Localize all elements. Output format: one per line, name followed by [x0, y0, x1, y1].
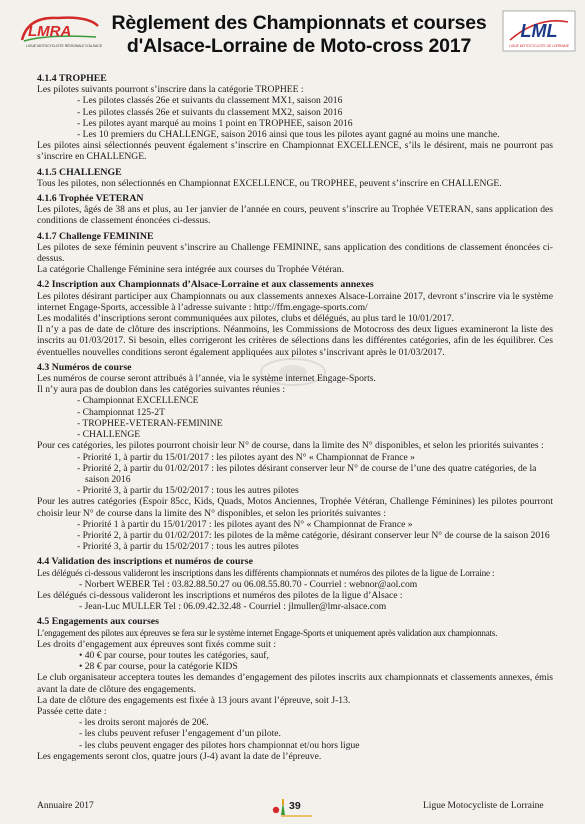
paragraph: Pour ces catégories, les pilotes pourront choisir leur N° de course, dans la limite des N° disponibles, et selon les priorités suivantes :: [37, 440, 544, 452]
section-heading-4-1-6: 4.1.6 Trophée VETERAN: [37, 193, 144, 205]
paragraph: Les modalités d’inscriptions seront communiquées aux pilotes, clubs et délégués, au plus tard le 10/01/2017.: [37, 313, 454, 325]
lml-logo-text: LML: [520, 21, 558, 41]
paragraph: Le club organisateur acceptera toutes les demandes d’engagement des pilotes inscrits aux championnats et classements annexes, émis avant la date de clôture des engagements.: [37, 672, 553, 695]
paragraph: Il n’y aura pas de doublon dans les catégories suivantes réunies :: [37, 384, 286, 396]
list-item: • 40 € par course, pour toutes les catégories, sauf,: [79, 649, 269, 661]
lmra-logo-subtitle: LIGUE MOTOCYCLISTE RÉGIONALE D'ALSACE: [26, 44, 102, 48]
contact-line: - Jean-Luc MULLER Tel : 06.09.42.32.48 - Courriel : jlmuller@lmr-alsace.com: [79, 601, 387, 613]
list-item: - Les pilotes classés 26e et suivants du classement MX2, saison 2016: [77, 106, 343, 118]
fees-list: [37, 650, 553, 672]
list-item: - Les 10 premiers du CHALLENGE, saison 2016 ainsi que tous les pilotes ayant gagné au moins une manche.: [77, 129, 500, 141]
section-heading-4-1-7: 4.1.7 Challenge FEMININE: [37, 230, 154, 242]
contact-lorraine: [37, 579, 553, 590]
priority-list-2: [37, 519, 553, 553]
paragraph: Les pilotes, âgés de 38 ans et plus, au 1er janvier de l’année en cours, peuvent s’inscrire au Trophée VETERAN, sans application des conditions de classement énoncées ci-dessus.: [37, 204, 553, 227]
footer-right: Ligue Motocycliste de Lorraine: [423, 801, 544, 811]
document-body: [37, 73, 553, 762]
paragraph: L’engagement des pilotes aux épreuves se fera sur le système internet Engage-Sports et uniquement après validation aux championnats.: [37, 627, 498, 638]
list-item: - Priorité 2, à partir du 01/02/2017 : les pilotes désirant conserver leur N° de course de l’une des quatre catégories, de la saison 2016: [77, 462, 537, 485]
list-item: - les droits seront majorés de 20€.: [79, 717, 209, 729]
category-list: [37, 395, 553, 440]
title-line-2: d'Alsace-Lorraine de Moto-cross 2017: [126, 35, 472, 57]
page-header: [0, 0, 585, 70]
section-heading-4-5: 4.5 Engagements aux courses: [37, 616, 159, 628]
after-deadline-list: [37, 717, 553, 751]
paragraph: Passée cette date :: [37, 705, 107, 717]
page-number: 39: [289, 800, 301, 812]
list-item: - TROPHEE-VETERAN-FEMININE: [77, 417, 223, 429]
paragraph: Les pilotes ainsi sélectionnés peuvent également s’inscrire en Championnat EXCELLENCE, s’ils le désirent, mais ne pourront pas s’inscrire en CHALLENGE.: [37, 140, 553, 163]
priority-list-1: [37, 452, 553, 497]
lmra-logo-text: LMRA: [28, 23, 72, 40]
paragraph: Tous les pilotes, non sélectionnés en Championnat EXCELLENCE, ou TROPHEE, peuvent s’inscrire en CHALLENGE.: [37, 177, 502, 189]
paragraph: Les pilotes de sexe féminin peuvent s’inscrire au Challenge FEMININE, sans application des conditions de classement énoncées ci-dessus.: [37, 241, 553, 265]
lmra-logo: [18, 10, 102, 50]
list-item: - Les pilotes ayant marqué au moins 1 point en TROPHEE, saison 2016: [77, 117, 353, 129]
list-item: - Priorité 1, à partir du 15/01/2017 : les pilotes ayant des N° « Championnat de France »: [77, 451, 415, 463]
list-item: - Championnat 125-2T: [77, 406, 165, 418]
section-heading-4-3: 4.3 Numéros de course: [37, 361, 132, 373]
list-item: - CHALLENGE: [77, 429, 141, 441]
list-item: - Priorité 2, à partir du 01/02/2017: les pilotes de la même catégorie, désirant conserver leur N° de course de la saison 2016: [77, 529, 550, 541]
list-item: - Priorité 3, à partir du 15/02/2017 : tous les autres pilotes: [77, 485, 299, 497]
section-heading-4-1-4: 4.1.4 TROPHEE: [37, 73, 107, 84]
list-item: • 28 € par course, pour la catégorie KIDS: [79, 661, 238, 673]
section-heading-4-4: 4.4 Validation des inscriptions et numéros de course: [37, 556, 253, 568]
title-line-1: Règlement des Championnats et courses: [111, 12, 487, 34]
list-item: - Championnat EXCELLENCE: [77, 395, 199, 407]
lml-logo: [502, 10, 576, 52]
contact-line: - Norbert WEBER Tel : 03.82.88.50.27 ou 06.08.55.80.70 - Courriel : webnor@aol.com: [79, 578, 418, 590]
paragraph: Il n’y a pas de date de clôture des inscriptions. Néanmoins, les Commissions de Motocross des deux ligues examineront la liste des inscrits au 01/03/2017. Si besoin, elles corrigeront les critères de sélections dans les différentes catégories, afin de les équilibrer. Ces éventuelles nouvelles conditions seront également appliquées aux pilotes s’inscrivant après le 01/03/2017.: [37, 324, 553, 358]
list-item: - les clubs peuvent refuser l’engagement d’un pilote.: [79, 728, 281, 740]
contact-alsace: [37, 601, 553, 612]
list-item: - Les pilotes classés 26e et suivants du classement MX1, saison 2016: [77, 95, 343, 107]
list-item: - les clubs peuvent engager des pilotes hors championnat et/ou hors ligue: [79, 739, 360, 751]
footer-left: Annuaire 2017: [37, 801, 94, 811]
page-title: [104, 12, 494, 58]
paragraph: Les délégués ci-dessous valideront les inscriptions dans les différents championnats et numéros des pilotes de la ligue de Lorraine :: [37, 567, 495, 578]
paragraph: Les engagements seront clos, quatre jours (J-4) avant la date de l’épreuve.: [37, 750, 322, 762]
paragraph: La catégorie Challenge Féminine sera intégrée aux courses du Trophée Vétéran.: [37, 264, 344, 276]
paragraph: La date de clôture des engagements est fixée à 13 jours avant l’épreuve, soit J-13.: [37, 694, 351, 706]
section-heading-4-2: 4.2 Inscription aux Championnats d’Alsace-Lorraine et aux classements annexes: [37, 279, 374, 291]
section-heading-4-1-5: 4.1.5 CHALLENGE: [37, 166, 122, 178]
paragraph: Les droits d’engagement aux épreuves sont fixés comme suit :: [37, 638, 276, 650]
paragraph: Les numéros de course seront attribués à l’année, via le système internet Engage-Sports.: [37, 373, 376, 385]
lml-logo-subtitle: LIGUE MOTOCYCLISTE DE LORRAINE: [508, 44, 570, 48]
paragraph: Les pilotes désirant participer aux Championnats ou aux classements annexes Alsace-Lorraine 2017, devront s’inscrire via le système internet Engage-Sports, accessible à l’adresse suivante : http://ffm.engage-sports.com/: [37, 290, 553, 313]
paragraph: Les pilotes suivants pourront s’inscrire dans la catégorie TROPHEE :: [37, 84, 304, 96]
paragraph: Les délégués ci-dessous valideront les inscriptions et numéros des pilotes de la ligue d’Alsace :: [37, 589, 403, 601]
list-item: - Priorité 3, à partir du 15/02/2017 : tous les autres pilotes: [77, 541, 299, 553]
paragraph: Pour les autres catégories (Espoir 85cc, Kids, Quads, Motos Anciennes, Trophée Vétéran, Challenge Féminines) les pilotes pourront choisir leur N° de course dans la limite des N° disponibles, et selon les priorités suivantes :: [37, 496, 553, 519]
list-item: - Priorité 1 à partir du 15/01/2017 : les pilotes ayant des N° « Championnat de France »: [77, 518, 413, 530]
trophee-criteria-list: [37, 95, 553, 140]
